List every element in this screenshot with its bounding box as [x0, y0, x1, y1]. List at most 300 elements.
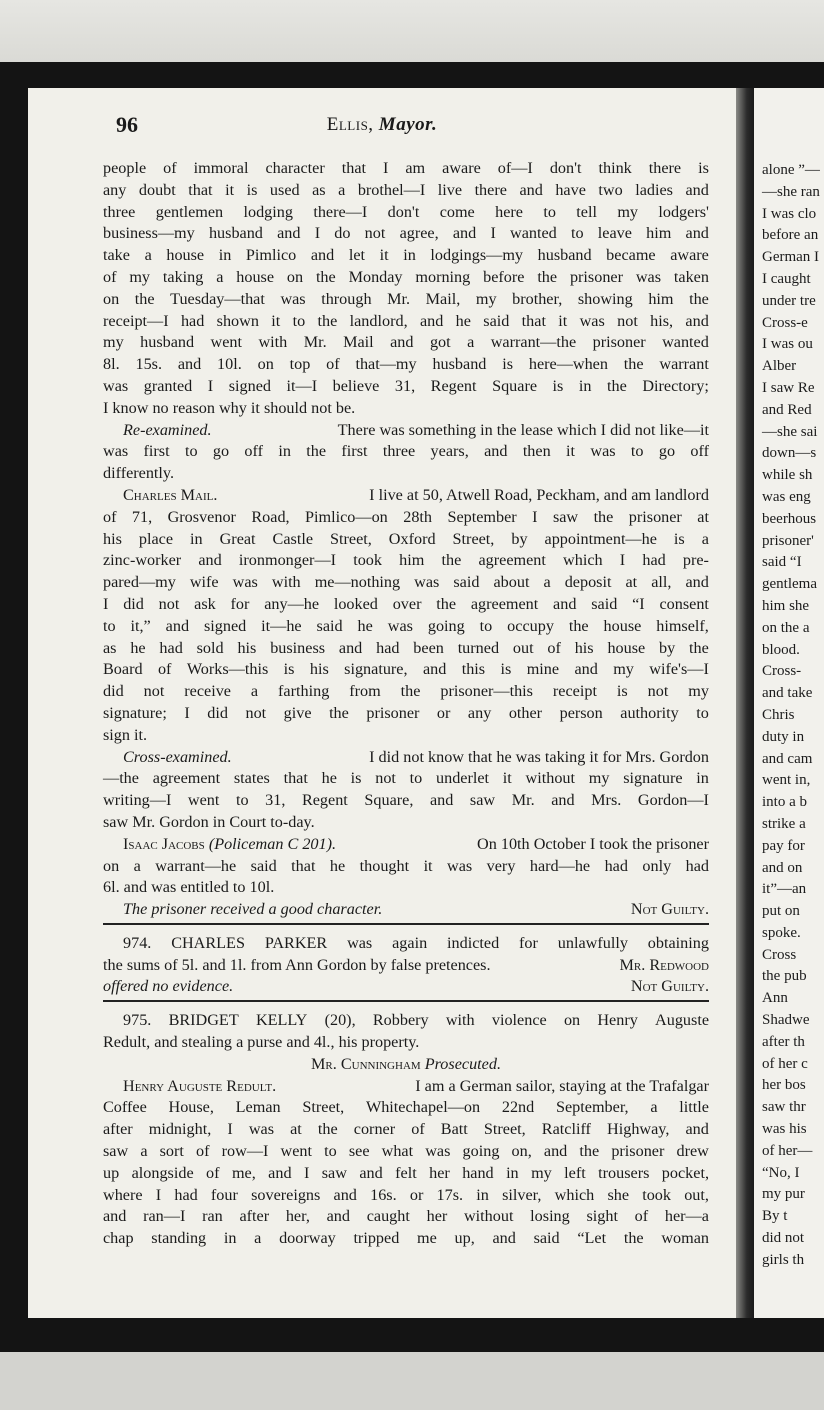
text-span: On 10th October I took the prisoner	[477, 834, 709, 853]
word: I	[207, 376, 214, 395]
facing-page-line: said “I	[762, 554, 802, 571]
word: showing	[577, 289, 633, 308]
word: the	[306, 442, 327, 461]
text-line	[103, 703, 709, 725]
facing-page-line: duty in	[762, 728, 805, 745]
facing-page-line: and on	[762, 859, 803, 876]
word: with	[445, 1011, 475, 1030]
word: deposit	[564, 573, 612, 592]
word: agree,	[399, 224, 439, 243]
word: or	[436, 703, 451, 722]
word: I	[314, 224, 321, 243]
word: and	[333, 1185, 357, 1204]
word: pocket,	[661, 1163, 709, 1182]
text-line	[103, 202, 709, 224]
word: was	[103, 376, 129, 395]
word: receive	[184, 682, 231, 701]
word: years,	[430, 442, 469, 461]
facing-page-line: after th	[762, 1033, 805, 1050]
word: got	[429, 333, 451, 352]
word: to	[184, 442, 198, 461]
word: 16s.	[370, 1185, 397, 1204]
word: was	[347, 933, 373, 952]
word: there	[648, 159, 682, 177]
word: 974.	[123, 933, 152, 952]
word: all,	[651, 573, 672, 592]
word: was	[248, 1120, 275, 1139]
word: Road,	[251, 507, 290, 526]
facing-page-line: put on	[762, 903, 800, 920]
word: said	[483, 311, 510, 330]
word: three	[382, 442, 416, 461]
word: 17s.	[436, 1185, 464, 1204]
word: to	[696, 703, 709, 722]
word: the	[317, 1120, 338, 1139]
word: in	[190, 529, 203, 548]
word: Mrs.	[591, 791, 622, 810]
word: doubt	[138, 180, 176, 199]
word: went	[210, 333, 243, 352]
word: to	[103, 616, 116, 635]
reexamined-label: Re-examined.	[123, 420, 212, 439]
word: at	[625, 573, 638, 592]
word: business—my	[103, 224, 195, 243]
word: husband	[208, 224, 263, 243]
word: to	[409, 769, 423, 788]
word: and	[452, 224, 477, 243]
word: this	[461, 660, 486, 679]
facing-page-line: I was clo	[762, 205, 817, 222]
word: out	[512, 638, 534, 657]
word: my	[129, 267, 151, 286]
word: after	[103, 1120, 133, 1139]
word: and	[268, 1163, 292, 1182]
word: house	[607, 638, 646, 657]
word: it,”	[130, 616, 151, 635]
cross-examination	[103, 747, 709, 834]
word: is	[698, 159, 709, 177]
word: Monday	[348, 267, 403, 286]
word: did	[103, 682, 124, 701]
text-line	[103, 790, 709, 812]
word: Works—this	[186, 660, 269, 679]
word: was	[590, 442, 616, 461]
word: I	[227, 1120, 233, 1139]
scan-background-bottom	[0, 1352, 824, 1410]
word: and	[198, 551, 222, 570]
word: prisoner	[366, 703, 420, 722]
word: granted	[143, 376, 193, 395]
word: of	[196, 1142, 210, 1161]
word: a	[650, 1098, 658, 1117]
word: trousers	[598, 1163, 650, 1182]
word: had	[604, 856, 628, 875]
word: was	[232, 573, 258, 592]
verdict: Not Guilty.	[630, 977, 709, 996]
word: Mr.	[511, 791, 535, 810]
text-line	[103, 768, 709, 790]
word: don't	[387, 202, 420, 221]
word: (20),	[324, 1011, 356, 1030]
word: did	[207, 703, 228, 722]
word: sight	[586, 1207, 618, 1226]
word: not	[158, 594, 180, 613]
word: off	[244, 442, 264, 461]
word: warrant—he	[155, 856, 237, 875]
word: his,	[650, 311, 674, 330]
word: said	[316, 616, 343, 635]
facing-page-line: while sh	[762, 467, 813, 484]
text-line	[103, 856, 709, 878]
word: Square,	[364, 791, 414, 810]
word: people	[103, 159, 147, 177]
text-line: Redult, and stealing a purse and 4l., his property.	[103, 1033, 420, 1052]
word: to	[630, 442, 644, 461]
word: and	[543, 1142, 568, 1161]
word: sovereigns	[251, 1185, 321, 1204]
text-line	[103, 485, 709, 507]
word: indicted	[447, 933, 500, 952]
word: mine	[526, 660, 560, 679]
facing-page-line: By t	[762, 1208, 788, 1225]
word: immoral	[193, 159, 249, 177]
witness-name: Isaac Jacobs	[123, 834, 205, 853]
character-note: The prisoner received a good character.	[123, 900, 383, 919]
word: do	[334, 224, 351, 243]
word: Street,	[330, 529, 372, 548]
word: on	[103, 856, 120, 875]
word: he	[329, 856, 346, 875]
text-line	[103, 180, 709, 202]
word: wanted	[662, 333, 709, 352]
facing-page-line: pay for	[762, 837, 805, 854]
word: which	[554, 1185, 595, 1204]
text-line	[103, 332, 709, 354]
word: drew	[676, 1142, 709, 1161]
word: first	[341, 442, 368, 461]
word: of	[411, 1120, 425, 1139]
word: not	[364, 224, 386, 243]
word: it	[271, 311, 281, 330]
word: by	[659, 638, 676, 657]
word: was	[635, 267, 662, 286]
facing-page-line: went in,	[762, 772, 811, 789]
word: occupy	[507, 616, 554, 635]
word: saw	[552, 507, 579, 526]
word: was	[579, 311, 605, 330]
word: took	[642, 1185, 671, 1204]
word: Pimlico	[245, 246, 297, 265]
word: have	[555, 180, 586, 199]
word: tell	[576, 202, 597, 221]
word: don't	[549, 159, 582, 177]
word: said	[591, 594, 618, 613]
word: Board	[103, 660, 143, 679]
word: authority	[620, 703, 679, 722]
word: is	[246, 180, 258, 199]
word: taken	[673, 267, 709, 286]
word: silver,	[502, 1185, 542, 1204]
word: going	[462, 1142, 500, 1161]
text-line	[103, 376, 709, 398]
running-title-role: Mayor.	[378, 114, 438, 135]
word: —the	[103, 769, 139, 788]
prosecutor-name: Mr. Cunningham	[311, 1054, 421, 1073]
text-line	[103, 245, 709, 267]
word: signature;	[103, 703, 167, 722]
word: Street,	[483, 1120, 526, 1139]
word: I	[155, 1185, 162, 1204]
word: agreement	[470, 594, 539, 613]
word: the	[436, 594, 457, 613]
word: losing	[530, 1207, 570, 1226]
word: did	[123, 594, 144, 613]
word: standing	[151, 1229, 207, 1248]
word: for	[230, 594, 250, 613]
scan-border-top	[0, 62, 824, 88]
facing-page-line: girls th	[762, 1251, 805, 1268]
word: ran	[202, 1207, 223, 1226]
word: Street,	[302, 1098, 345, 1117]
word: her	[426, 1207, 448, 1226]
word: it	[423, 856, 433, 875]
word: doorway	[279, 1229, 336, 1248]
word: without	[463, 1207, 514, 1226]
word: live	[437, 180, 463, 199]
word: a	[701, 529, 709, 548]
word: alongside	[131, 1163, 194, 1182]
case-975	[103, 1010, 709, 1075]
word: to	[570, 224, 584, 243]
word: where	[103, 1185, 143, 1204]
word: the	[317, 311, 338, 330]
facing-page-line: was eng	[762, 488, 811, 505]
word: is	[552, 376, 564, 395]
word: prisoner	[611, 1142, 665, 1161]
word: of	[634, 1207, 649, 1226]
word: in	[223, 1229, 237, 1248]
word: was	[414, 573, 440, 592]
facing-page-line: before an	[762, 227, 819, 244]
word: had	[180, 311, 205, 330]
word: Oxford	[388, 529, 436, 548]
word: Mr.	[303, 333, 327, 352]
word: my	[688, 682, 709, 701]
word: the	[623, 355, 644, 374]
word: in	[278, 442, 291, 461]
word: Mr.	[387, 289, 411, 308]
word: and	[484, 442, 508, 461]
word: saw	[103, 1142, 129, 1161]
word: the	[441, 551, 462, 570]
word: I	[383, 159, 389, 177]
word: the	[537, 267, 558, 286]
word: Auguste	[655, 1011, 709, 1030]
word: I	[532, 507, 538, 526]
word: appointment—he	[544, 529, 657, 548]
word: I	[184, 703, 190, 722]
word: go	[658, 442, 676, 461]
word: Mail	[343, 333, 374, 352]
facing-page-line: Shadwe	[762, 1012, 810, 1029]
facing-page-line: I caught	[762, 270, 811, 287]
word: business	[270, 638, 326, 657]
word: two	[598, 180, 623, 199]
prosecution-line	[103, 1054, 709, 1076]
word: signature,	[344, 660, 408, 679]
word: husband	[140, 333, 195, 352]
word: Regent	[301, 791, 348, 810]
word: went	[280, 1142, 312, 1161]
word: Mail,	[425, 289, 461, 308]
text-line	[103, 529, 709, 551]
word: my	[588, 769, 610, 788]
word: his	[574, 638, 594, 657]
word: looked	[333, 594, 378, 613]
word: for	[519, 933, 538, 952]
witness-name: Henry Auguste Redult.	[123, 1076, 277, 1095]
section-rule	[103, 923, 709, 925]
word: go	[212, 442, 230, 461]
word: ironmonger—I	[238, 551, 337, 570]
word: receipt—I	[103, 311, 169, 330]
word: let	[348, 246, 366, 265]
word: 10l.	[217, 355, 242, 374]
word: writing—I	[103, 791, 172, 810]
text-line	[103, 638, 709, 660]
word: with	[271, 573, 301, 592]
word: on	[563, 1011, 581, 1030]
word: of	[163, 159, 177, 177]
word: prisoner	[628, 507, 682, 526]
word: and	[685, 180, 709, 199]
word: went	[187, 791, 220, 810]
witness-name: Charles Mail.	[123, 485, 218, 504]
word: see	[348, 1142, 370, 1161]
word: and	[429, 791, 454, 810]
word: and	[177, 355, 202, 374]
word: caught	[366, 1207, 410, 1226]
word: the	[579, 1142, 600, 1161]
word: brother,	[512, 289, 563, 308]
witness-name-with-role	[123, 834, 336, 856]
word: it—I	[286, 376, 318, 395]
facing-page-line: of her—	[762, 1142, 813, 1159]
word: Tuesday—that	[170, 289, 265, 308]
word: KELLY	[255, 1011, 308, 1030]
text-line	[103, 311, 709, 333]
text-line	[103, 223, 709, 245]
word: any—he	[264, 594, 320, 613]
word: to	[543, 202, 556, 221]
word: had	[685, 856, 709, 875]
word: September,	[555, 1098, 629, 1117]
word: and	[551, 791, 575, 810]
word: up	[103, 1163, 120, 1182]
word: about	[493, 573, 530, 592]
word: three	[103, 202, 136, 221]
running-title-name: Ellis,	[326, 114, 374, 135]
word: “Let	[577, 1229, 607, 1248]
word: and	[277, 224, 301, 243]
word: on,	[511, 1142, 532, 1161]
text-line	[103, 289, 709, 311]
word: was	[425, 1142, 451, 1161]
word: from	[349, 682, 381, 701]
facing-page-line: it”—an	[762, 881, 807, 898]
word: Leman	[235, 1098, 281, 1117]
facing-page-line: him she	[762, 597, 810, 614]
word: of—I	[497, 159, 533, 177]
text-span: I am a German sailor, staying at the Trafalgar	[415, 1076, 709, 1095]
word: him	[648, 289, 674, 308]
word: September	[447, 507, 517, 526]
text-line: saw Mr. Gordon in Court to-day.	[103, 812, 315, 831]
word: felt	[395, 1163, 417, 1182]
word: brothel—I	[357, 180, 426, 199]
word: 15s.	[135, 355, 163, 374]
word: Great	[219, 529, 256, 548]
word: said	[250, 856, 277, 875]
word: her—a	[664, 1207, 709, 1226]
word: in	[476, 1185, 489, 1204]
word: was	[447, 856, 473, 875]
word: not	[245, 703, 267, 722]
word: lodgings—my	[430, 246, 524, 265]
word: me	[417, 1229, 437, 1248]
text-line	[103, 1228, 709, 1250]
text-line	[103, 507, 709, 529]
word: what	[381, 1142, 414, 1161]
word: it—he	[261, 616, 302, 635]
text-line	[103, 594, 709, 616]
word: and	[685, 224, 709, 243]
word: going	[427, 616, 465, 635]
text-line	[103, 572, 709, 594]
word: and	[103, 1207, 127, 1226]
word: wife's—I	[649, 660, 709, 679]
word: and	[685, 311, 709, 330]
word: 22nd	[501, 1098, 535, 1117]
word: states	[233, 769, 270, 788]
word: violence	[491, 1011, 547, 1030]
word: think	[598, 159, 632, 177]
book-gutter	[736, 88, 754, 1318]
verdict: Not Guilty.	[630, 900, 709, 919]
word: as	[103, 638, 117, 657]
text-line	[103, 354, 709, 376]
facing-page-line: my pur	[762, 1186, 805, 1203]
word: on	[286, 267, 304, 286]
word: and	[553, 594, 577, 613]
word: top	[289, 355, 311, 374]
word: hard—he	[529, 856, 591, 875]
word: prisoner—this	[440, 682, 533, 701]
word: I	[619, 551, 626, 570]
text-line	[103, 681, 709, 703]
word: and	[326, 1207, 350, 1226]
word: pre-	[682, 551, 709, 570]
word: the	[315, 267, 336, 286]
text-line	[103, 955, 709, 977]
word: underlet	[436, 769, 490, 788]
text-line: 6l. and was entitled to 10l.	[103, 878, 275, 897]
word: obtaining	[647, 933, 709, 952]
word: that	[188, 180, 213, 199]
word: that—my	[355, 355, 417, 374]
word: and	[359, 1163, 383, 1182]
word: at	[290, 1120, 302, 1139]
